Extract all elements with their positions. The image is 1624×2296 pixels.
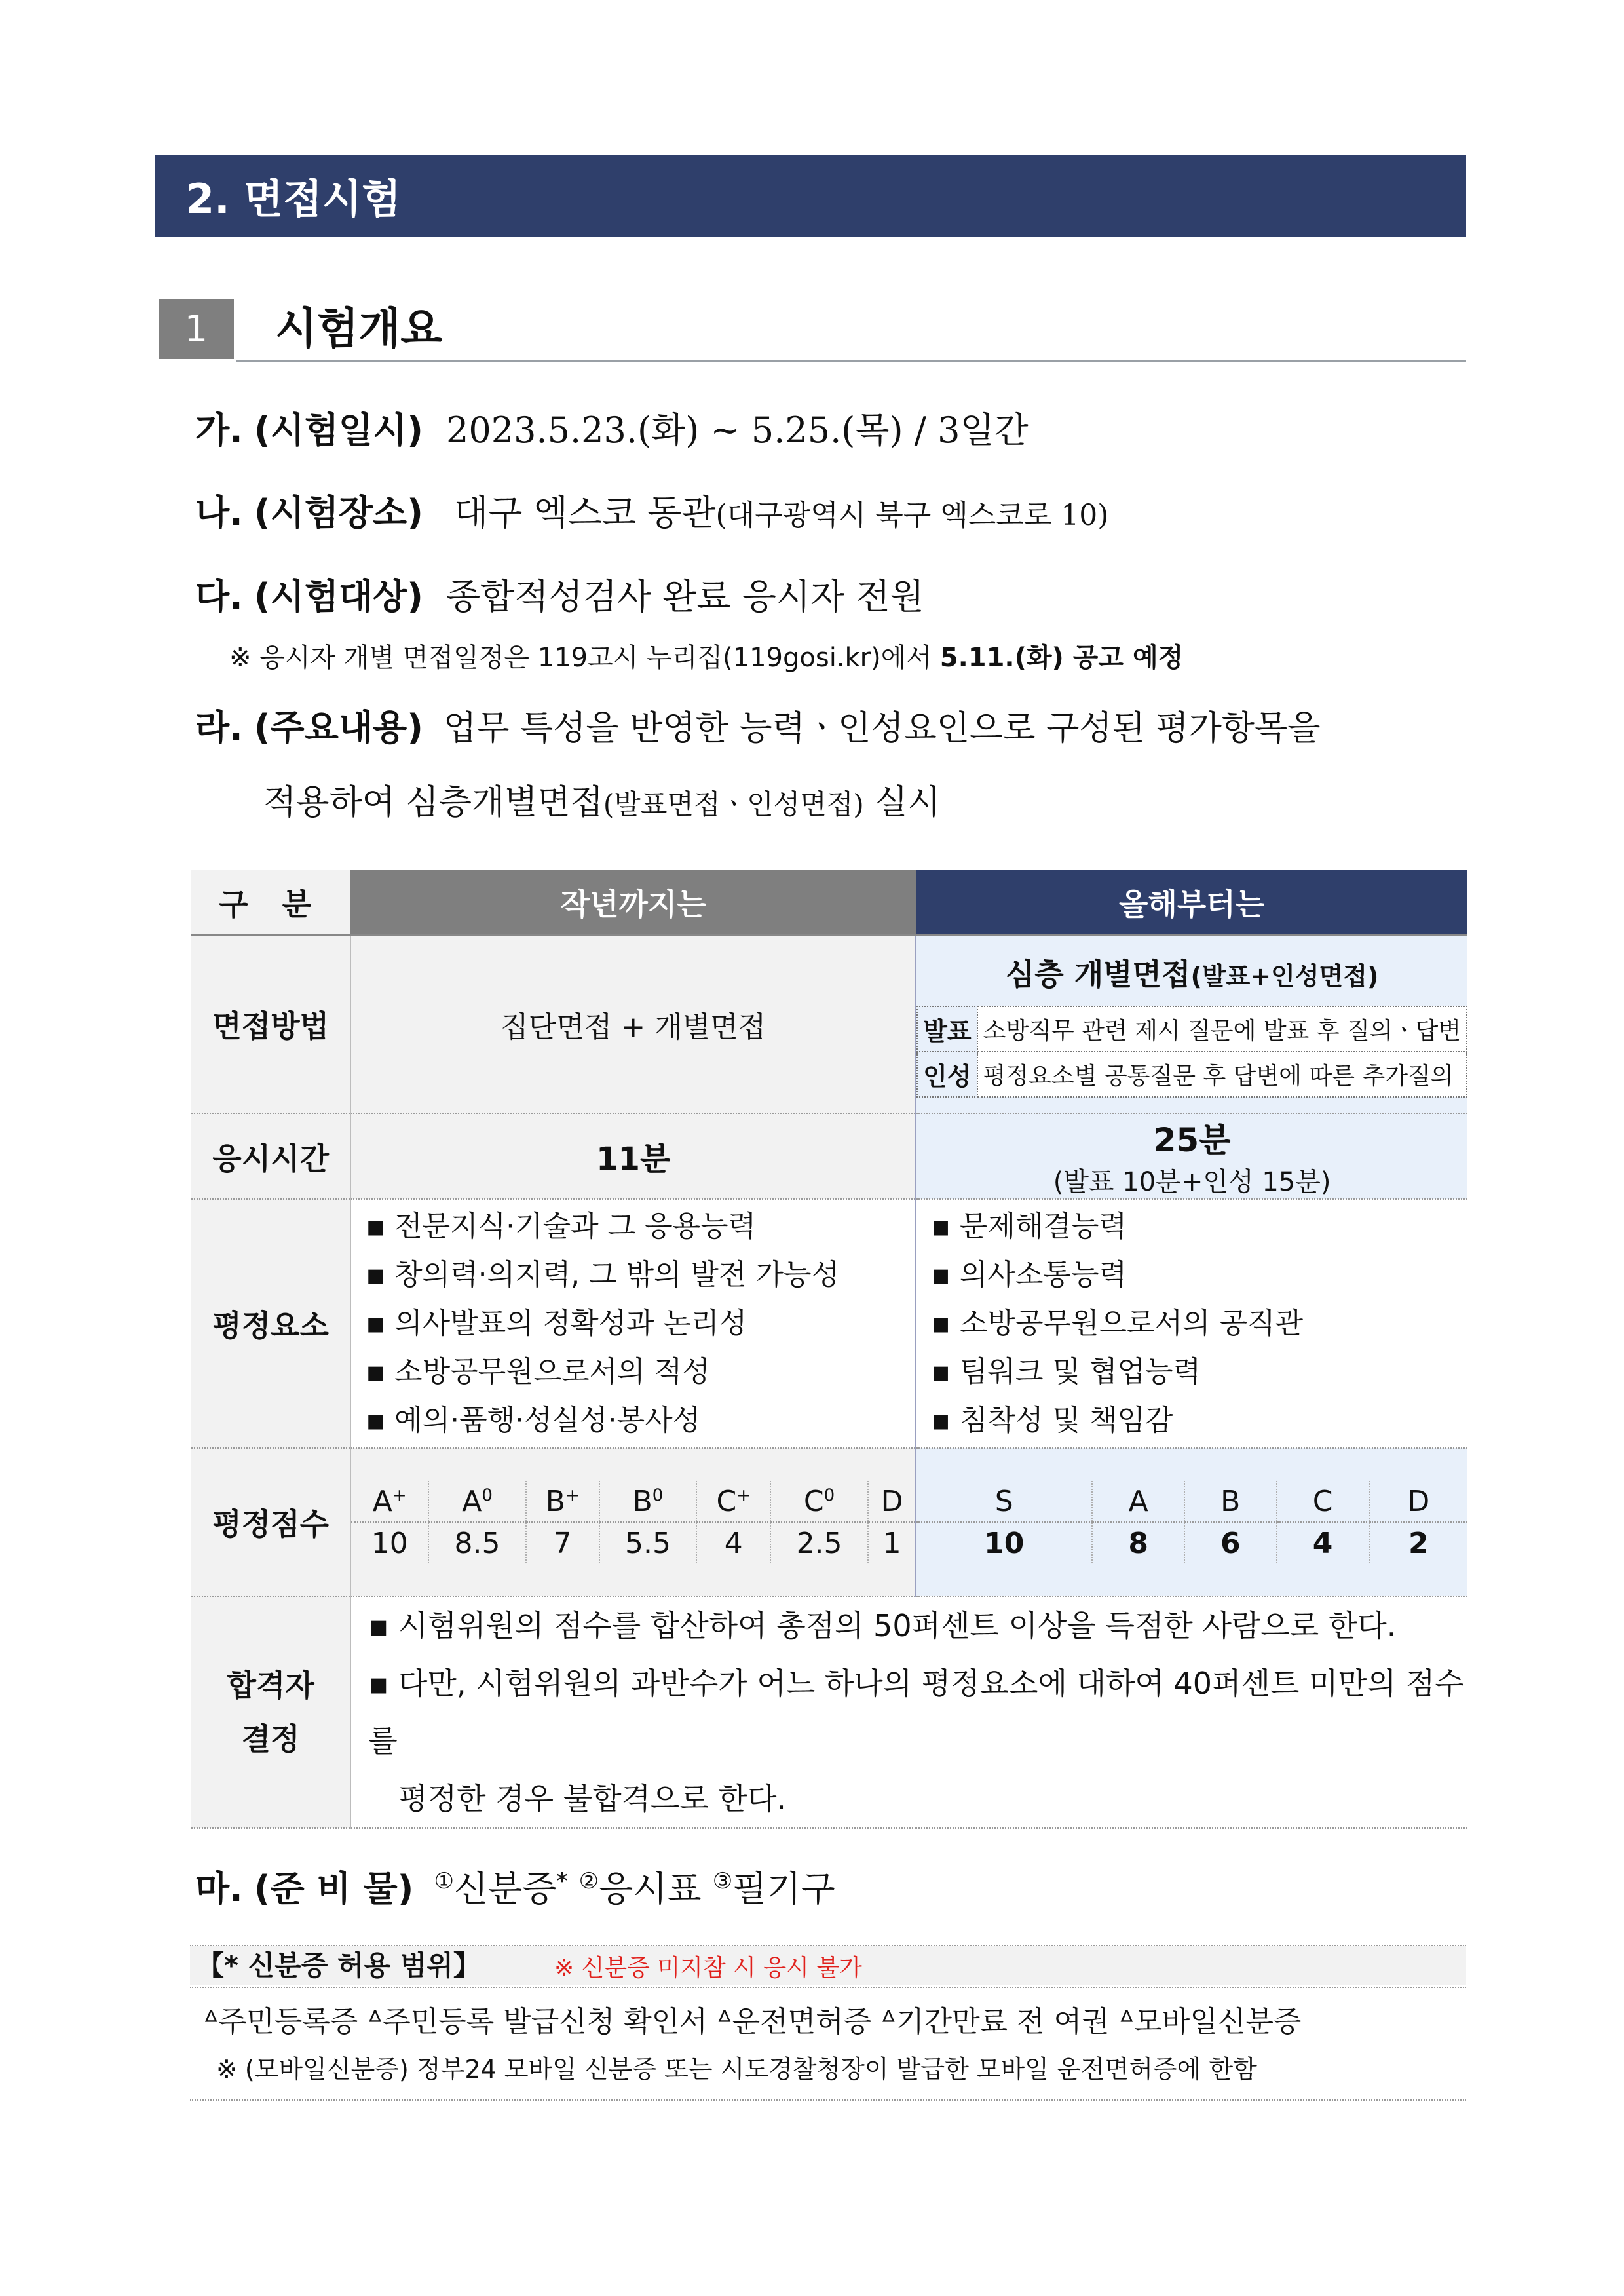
table-row-time: [191, 1113, 1467, 1199]
item-main-content: [195, 705, 1321, 752]
score-value: 2.5: [770, 1522, 868, 1563]
method-desc: 소방직무 관련 제시 질문에 발표 후 질의ㆍ답변: [977, 1006, 1467, 1052]
prep-num: ③: [712, 1868, 733, 1894]
grade-cell: [868, 1481, 915, 1522]
row-label: 평정요소: [191, 1199, 350, 1448]
pass-label-line: 결정: [241, 1721, 300, 1757]
grade-cell: A: [1092, 1481, 1184, 1522]
grade-cell: C: [1277, 1481, 1369, 1522]
method-current: [916, 935, 1467, 1113]
id-box-warning: ※ 신분증 미지참 시 응시 불가: [554, 1955, 862, 1981]
section-number: 1: [159, 299, 234, 359]
grade-mark: +: [392, 1485, 407, 1505]
score-value: 10: [371, 1526, 408, 1560]
item-main-content-line2: [263, 780, 941, 828]
id-box-mid-line: [190, 1987, 1466, 1988]
score-previous: [350, 1448, 916, 1596]
method-current-title: [916, 951, 1467, 994]
prep-text: 필기구: [732, 1868, 835, 1909]
grade-mark: +: [565, 1485, 580, 1505]
criteria-item: ▪ 침착성 및 책임감: [931, 1396, 1467, 1445]
criteria-item: ▪ 의사소통능력: [931, 1251, 1467, 1299]
item-label: (시험대상): [254, 576, 423, 617]
item-marker: 가.: [195, 410, 243, 451]
grade-cell: [696, 1481, 770, 1522]
item-value-sub: (대구광역시 북구 엑스코로 10): [715, 499, 1109, 532]
item-marker: 다.: [195, 576, 243, 617]
header-current: 올해부터는: [916, 870, 1467, 935]
time-current-sub: (발표 10분+인성 15분): [1053, 1167, 1331, 1197]
page-title: 2. 면접시험: [186, 175, 401, 223]
grade-cell: [351, 1481, 428, 1522]
grade-letter: B: [545, 1484, 565, 1518]
criteria-item: ▪ 창의력·의지력, 그 밖의 발전 가능성: [366, 1251, 915, 1299]
prep-num: ①: [434, 1868, 454, 1894]
item-label: (시험장소): [254, 492, 423, 533]
row-label: 면접방법: [191, 935, 350, 1113]
prep-text: 신분증: [453, 1868, 557, 1909]
grade-letter: A: [372, 1484, 392, 1518]
method-detail-row: [917, 1052, 1467, 1097]
score-grade-row: [916, 1481, 1467, 1522]
item-marker: 나.: [195, 492, 243, 533]
item-exam-place: [195, 490, 1108, 539]
item-marker: 라.: [195, 707, 243, 748]
criteria-item: ▪ 전문지식·기술과 그 응용능력: [366, 1202, 915, 1251]
criteria-current: [916, 1199, 1467, 1448]
grade-mark: 0: [652, 1485, 664, 1505]
item-value: 대구 엑스코 동관: [454, 492, 716, 533]
score-value: 8: [1092, 1522, 1184, 1563]
item-exam-date: [195, 408, 1029, 453]
criteria-item: ▪ 소방공무원으로서의 적성: [366, 1348, 915, 1396]
section-underline: [236, 360, 1466, 362]
interview-comparison-table: [191, 870, 1467, 1829]
item-value-sub: (발표면접ㆍ인성면접): [603, 788, 864, 820]
criteria-previous: [350, 1199, 916, 1448]
pass-rule-continued: 평정한 경우 불합격으로 한다.: [398, 1781, 787, 1816]
score-value: 5.5: [599, 1522, 697, 1563]
item-preparation: [195, 1858, 835, 1912]
id-box-heading: 【* 신분증 허용 범위】: [197, 1949, 481, 1981]
time-previous: 11분: [350, 1113, 916, 1199]
score-current: [916, 1448, 1467, 1596]
prep-item: [713, 1868, 835, 1909]
criteria-item: ▪ 팀워크 및 협업능력: [931, 1348, 1467, 1396]
score-value: 10: [984, 1526, 1025, 1560]
grade-cell: [770, 1481, 868, 1522]
criteria-item: ▪ 예의·품행·성실성·봉사성: [366, 1396, 915, 1445]
grade-letter: A: [462, 1484, 482, 1518]
score-table-previous: [351, 1481, 915, 1563]
score-value: 2: [1369, 1522, 1467, 1563]
item-value-end: 실시: [863, 783, 941, 822]
note-text: ※ 응시자 개별 면접일정은 119고시 누리집(119gosi.kr)에서: [229, 643, 940, 673]
grade-cell: D: [1369, 1481, 1467, 1522]
score-value: 6: [1184, 1522, 1277, 1563]
time-current-main: 25분: [1153, 1121, 1231, 1159]
pass-rule: ▪ 시험위원의 점수를 합산하여 총점의 50퍼센트 이상을 득점한 사람으로 한다.: [368, 1597, 1467, 1655]
table-row-method: [191, 935, 1467, 1113]
grade-cell: [428, 1481, 526, 1522]
row-label: [191, 1596, 350, 1828]
header-previous: 작년까지는: [350, 870, 916, 935]
method-key: 인성: [917, 1052, 977, 1097]
score-value: 7: [526, 1522, 599, 1563]
section-title: 시험개요: [275, 303, 443, 354]
pass-rule: ▪ 다만, 시험위원의 과반수가 어느 하나의 평정요소에 대하여 40퍼센트 미만의 점수를: [368, 1655, 1467, 1770]
item-exam-target: [195, 574, 924, 620]
table-row-pass: [191, 1596, 1467, 1828]
grade-letter: B: [632, 1484, 652, 1518]
score-value: 4: [696, 1522, 770, 1563]
score-value: 4: [1277, 1522, 1369, 1563]
table-header-row: [191, 870, 1467, 935]
method-desc: 평정요소별 공통질문 후 답변에 따른 추가질의: [977, 1052, 1467, 1097]
method-previous: 집단면접 + 개별면접: [350, 935, 916, 1113]
item-label: (준 비 물): [254, 1868, 414, 1909]
item-marker: 마.: [195, 1868, 243, 1909]
method-detail-table: [916, 1006, 1467, 1098]
method-title-sub: (발표+인성면접): [1190, 962, 1379, 991]
method-key: 발표: [917, 1006, 977, 1052]
time-current: [916, 1113, 1467, 1199]
grade-letter: D: [880, 1484, 903, 1518]
prep-num: ②: [578, 1868, 599, 1894]
section-title-bar: [155, 155, 1466, 237]
score-table-current: [916, 1481, 1467, 1563]
item-value: 업무 특성을 반영한 능력ㆍ인성요인으로 구성된 평가항목을: [444, 709, 1321, 748]
prep-star: *: [556, 1868, 568, 1894]
score-grade-row: [351, 1481, 915, 1522]
prep-item: [434, 1868, 567, 1909]
grade-letter: C: [803, 1484, 824, 1518]
table-row-score: [191, 1448, 1467, 1596]
grade-mark: 0: [482, 1485, 493, 1505]
grade-letter: C: [716, 1484, 737, 1518]
score-value-row: [351, 1522, 915, 1563]
score-value: 8.5: [428, 1522, 526, 1563]
row-label: 응시시간: [191, 1113, 350, 1199]
grade-mark: 0: [823, 1485, 835, 1505]
criteria-item: ▪ 소방공무원으로서의 공직관: [931, 1299, 1467, 1348]
grade-cell: [599, 1481, 697, 1522]
method-title-text: 심층 개별면접: [1005, 957, 1191, 992]
header-category: 구 분: [191, 870, 350, 935]
prep-item: [579, 1868, 702, 1909]
pass-label-line: 합격자: [227, 1668, 314, 1703]
item-value: 적용하여 심층개별면접: [263, 783, 603, 822]
id-mobile-note: ※ (모바일신분증) 정부24 모바일 신분증 또는 시도경찰청장이 발급한 모바일 운전면허증에 한함: [216, 2055, 1257, 2084]
id-types-list: ᐞ주민등록증 ᐞ주민등록 발급신청 확인서 ᐞ운전면허증 ᐞ기간만료 전 여권 ᐞ모바일신분증: [203, 2005, 1302, 2038]
prep-text: 응시표: [599, 1868, 702, 1909]
item-label: (주요내용): [254, 707, 423, 748]
grade-cell: S: [916, 1481, 1092, 1522]
grade-cell: B: [1184, 1481, 1277, 1522]
criteria-item: ▪ 문제해결능력: [931, 1202, 1467, 1251]
id-box-bottom-line: [190, 2099, 1466, 2101]
table-row-criteria: [191, 1199, 1467, 1448]
note-bold: 5.11.(화) 공고 예정: [939, 643, 1184, 673]
pass-criteria: [350, 1596, 1467, 1828]
row-label: 평정점수: [191, 1448, 350, 1596]
score-value: 1: [868, 1522, 915, 1563]
item-label: (시험일시): [254, 410, 423, 451]
grade-mark: +: [736, 1485, 751, 1505]
score-value-row: [916, 1522, 1467, 1563]
criteria-item: ▪ 의사발표의 정확성과 논리성: [366, 1299, 915, 1348]
item-value: 2023.5.23.(화) ~ 5.25.(목) / 3일간: [446, 410, 1029, 451]
schedule-note: [229, 640, 1183, 676]
item-value: 종합적성검사 완료 응시자 전원: [446, 576, 924, 617]
method-detail-row: [917, 1006, 1467, 1052]
grade-cell: [526, 1481, 599, 1522]
